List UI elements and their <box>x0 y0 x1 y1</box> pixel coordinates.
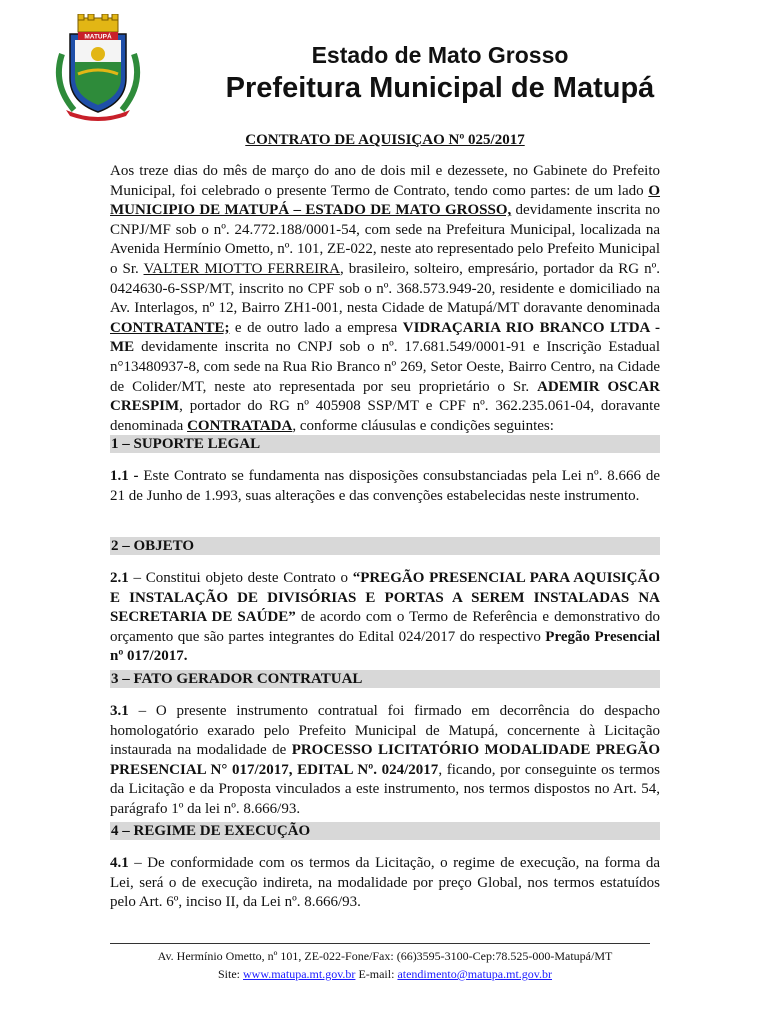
contract-object: “PREGÃO PRESENCIAL PARA AQUISIÇÃO E INSTALAÇÃO DE DIVISÓRIAS E PORTAS A SEREM INSTALADAS NA SECRETARIA DE SAÚDE” <box>110 570 660 626</box>
state-name: Estado de Mato Grosso <box>311 42 569 68</box>
footer-divider <box>110 943 650 944</box>
website-link[interactable]: www.matupa.mt.gov.br <box>243 967 356 981</box>
pregao-reference: Pregão Presencial nº 017/2017. <box>110 628 660 665</box>
letterhead <box>160 40 720 106</box>
party-municipality: O MUNICIPIO DE MATUPÁ – ESTADO DE MATO GROSSO, <box>110 182 660 219</box>
crest-crown <box>78 14 118 32</box>
footer-address: Av. Hermínio Ometto, nº 101, ZE-022-Fone/Fax: (66)3595-3100-Cep:78.525-000-Matupá/MT <box>157 949 613 963</box>
contratante-label: CONTRATANTE; <box>110 319 230 336</box>
mayor-name: VALTER MIOTTO FERREIRA <box>143 260 340 277</box>
crest-name-text: MATUPÁ <box>84 33 112 41</box>
section-heading-object: 2 – OBJETO <box>110 537 660 555</box>
section-heading-regime: 4 – REGIME DE EXECUÇÃO <box>110 822 660 840</box>
email-link[interactable]: atendimento@matupa.mt.gov.br <box>397 967 553 981</box>
section-heading-trigger: 3 – FATO GERADOR CONTRATUAL <box>110 670 660 688</box>
footer-contacts: Site: www.matupa.mt.gov.br E-mail: atendimento@matupa.mt.gov.br <box>217 967 553 981</box>
section-4-paragraph: 4.1 – De conformidade com os termos da Licitação, o regime de execução, na forma da Lei, será o de execução indireta, na modalidade por preço Global, nos termos estatuídos pelo Art. 6º, inciso II, da Lei nº. 8.666/93. <box>110 855 660 911</box>
intro-paragraph: Aos treze dias do mês de março do ano de dois mil e dezessete, no Gabinete do Prefeito Municipal, foi celebrado o presente Termo de Contrato, tendo como partes: de um lado O MUNICIPIO DE MATUPÁ – ESTADO DE MATO GROSSO, devidamente inscrita no CNPJ/MF sob o nº. 24.772.188/0001-54, com sede na Prefeitura Municipal, localizada na Avenida Hermínio Ometto, nº. 101, ZE-022, neste ato representado pelo Prefeito Municipal o Sr. VALTER MIOTTO FERREIRA, brasileiro, solteiro, empresário, portador da RG nº. 0424630-6-SSP/MT, inscrito no CPF sob o nº. 368.573.949-20, residente e domiciliado na Av. Interlagos, nº 12, Bairro ZH1-001, nesta Cidade de Matupá/MT doravante denominada CONTRATANTE; e de outro lado a empresa VIDRAÇARIA RIO BRANCO LTDA - ME devidamente inscrita no CNPJ sob o nº. 17.681.549/0001-91 e Inscrição Estadual n°13480937-8, com sede na Rua Rio Branco nº 269, Setor Oeste, Bairro Centro, na Cidade de Colider/MT, neste ato representada por seu proprietário o Sr. ADEMIR OSCAR CRESPIM, portador do RG nº 405908 SSP/MT e CPF nº. 362.235.061-04, doravante denominada CONTRATADA, conforme cláusulas e condições seguintes: <box>110 163 661 434</box>
contratada-label: CONTRATADA <box>187 417 293 434</box>
city-crest-logo <box>48 14 148 122</box>
contract-title: CONTRATO DE AQUISIÇAO Nº 025/2017 <box>245 132 525 148</box>
section-2-paragraph: 2.1 – Constitui objeto deste Contrato o “PREGÃO PRESENCIAL PARA AQUISIÇÃO E INSTALAÇÃO DE DIVISÓRIAS E PORTAS A SEREM INSTALADAS NA SECRETARIA DE SAÚDE” de acordo com o Termo de Referência e demonstrativo do orçamento que são partes integrantes do Edital 024/2017 do respectivo Pregão Presencial nº 017/2017. <box>110 570 660 665</box>
company-name: VIDRAÇARIA RIO BRANCO LTDA - ME <box>110 319 661 356</box>
process-reference: PROCESSO LICITATÓRIO MODALIDADE PREGÃO PRESENCIAL N° 017/2017, EDITAL Nº. 024/2017 <box>110 742 660 778</box>
section-1-paragraph: 1.1 - Este Contrato se fundamenta nas disposições consubstanciadas pela Lei nº. 8.666 de 21 de Junho de 1.993, suas alterações e das convenções estabelecidas neste instrumento. <box>110 468 660 504</box>
section-heading-legal: 1 – SUPORTE LEGAL <box>110 435 660 453</box>
section-3-paragraph: 3.1 – O presente instrumento contratual foi firmado em decorrência do despacho homologatório exarado pelo Prefeito Municipal de Matupá, concernente à Licitação instaurada na modalidade de PROCESSO LICITATÓRIO MODALIDADE PREGÃO PRESENCIAL N° 017/2017, EDITAL Nº. 024/2017, ficando, por conseguinte os termos da Licitação e da Proposta vinculados a este instrumento, nos termos dispostos no Art. 54, parágrafo 1º da lei nº. 8.666/93. <box>110 703 661 817</box>
owner-name: ADEMIR OSCAR CRESPIM <box>110 378 660 415</box>
city-hall-name: Prefeitura Municipal de Matupá <box>225 72 655 104</box>
